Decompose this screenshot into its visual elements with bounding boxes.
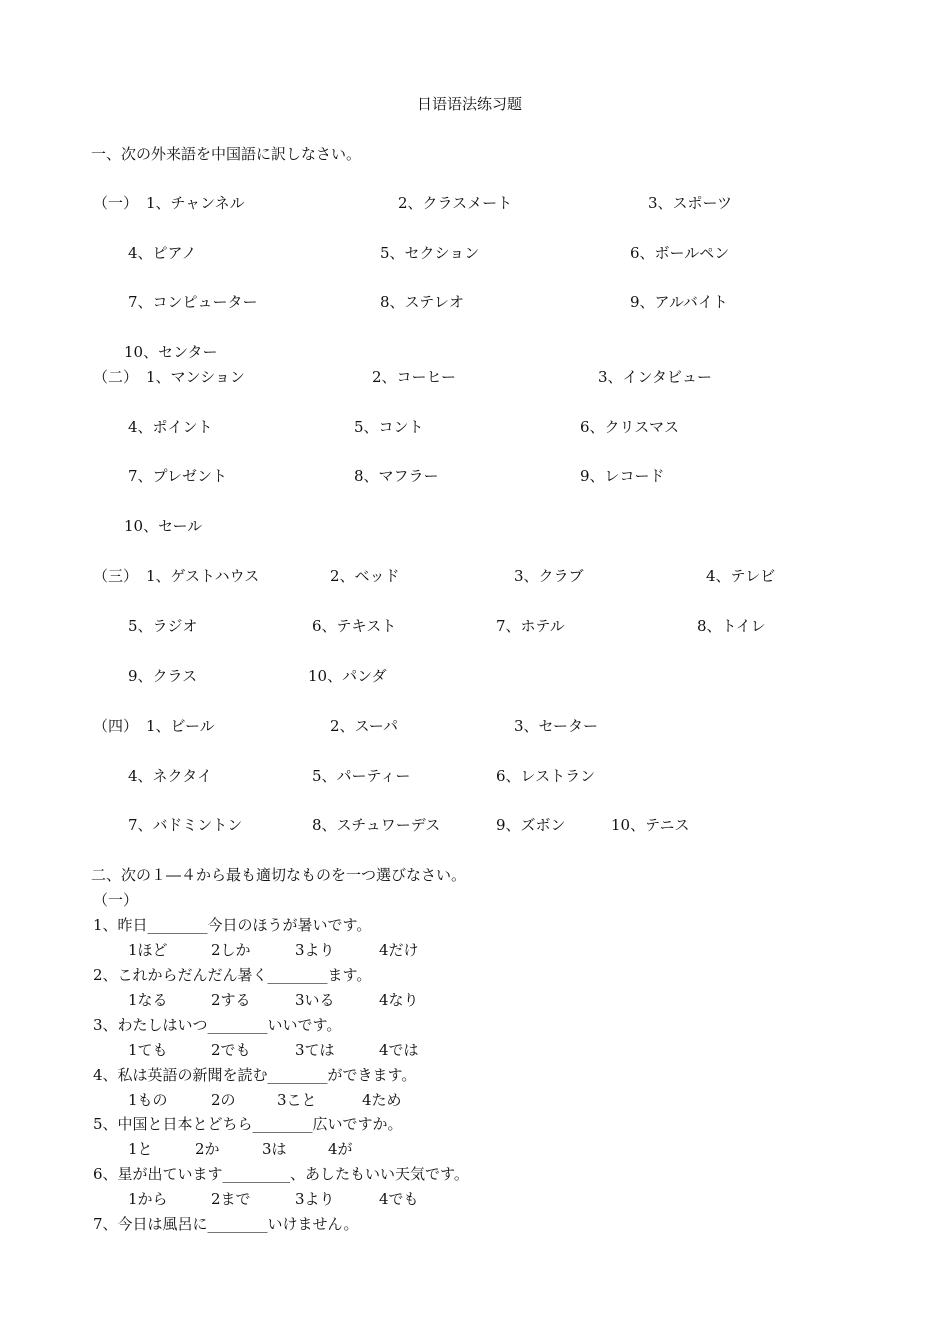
vocab-item: 8、ステレオ — [380, 293, 464, 311]
answer-option: 3は — [262, 1140, 287, 1158]
answer-option: 1から — [128, 1190, 168, 1208]
vocab-item: 1、マンション — [146, 368, 245, 386]
vocab-item: 8、マフラー — [354, 467, 439, 485]
answer-option: 1なる — [128, 991, 168, 1009]
answer-option: 3ては — [295, 1041, 335, 1059]
answer-option: 1ても — [128, 1041, 168, 1059]
answer-option: 2の — [211, 1091, 236, 1109]
answer-option: 3より — [295, 941, 335, 959]
vocab-item: 6、レストラン — [496, 767, 596, 785]
answer-option: 1ほど — [128, 941, 168, 959]
question-text: 7、今日は風呂に________いけません。 — [93, 1215, 359, 1233]
answer-option: 2しか — [211, 941, 251, 959]
vocab-item: 10、パンダ — [308, 667, 387, 685]
vocab-item: 2、ベッド — [330, 567, 400, 585]
answer-option: 3いる — [295, 991, 335, 1009]
part2-heading: 二、次の１―４から最も適切なものを一つ選びなさい。 — [91, 866, 467, 884]
vocab-item: 9、アルバイト — [630, 293, 728, 311]
answer-option: 4でも — [379, 1190, 419, 1208]
page-title: 日语语法练习题 — [417, 95, 523, 113]
answer-option: 4なり — [379, 991, 419, 1009]
vocab-item: 7、ホテル — [496, 617, 565, 635]
vocab-item: 9、ズボン — [496, 816, 566, 834]
vocab-item: 5、ラジオ — [128, 617, 198, 635]
vocab-item: 4、ピアノ — [128, 244, 197, 262]
group-label: （二） — [93, 368, 139, 386]
question-text: 5、中国と日本とどちら________広いですか。 — [93, 1115, 403, 1133]
vocab-item: 6、ボールペン — [630, 244, 730, 262]
answer-option: 2でも — [211, 1041, 251, 1059]
answer-option: 3こと — [277, 1091, 317, 1109]
vocab-item: 8、スチュワーデス — [312, 816, 441, 834]
vocab-item: 1、ゲストハウス — [146, 567, 260, 585]
vocab-item: 1、チャンネル — [146, 194, 245, 212]
vocab-item: 6、クリスマス — [580, 418, 679, 436]
vocab-item: 8、トイレ — [697, 617, 766, 635]
vocab-item: 9、クラス — [128, 667, 198, 685]
question-text: 6、星が出ています_________、あしたもいい天気です。 — [93, 1165, 469, 1183]
answer-option: 3より — [295, 1190, 335, 1208]
vocab-item: 10、センター — [124, 343, 218, 361]
vocab-item: 5、パーティー — [312, 767, 411, 785]
vocab-item: 7、コンピューター — [128, 293, 258, 311]
group-label: （一） — [93, 194, 139, 212]
answer-option: 2まで — [211, 1190, 251, 1208]
answer-option: 2か — [195, 1140, 220, 1158]
vocab-item: 2、クラスメート — [398, 194, 513, 212]
vocab-item: 7、プレゼント — [128, 467, 227, 485]
vocab-item: 5、セクション — [380, 244, 480, 262]
answer-option: 4ため — [362, 1091, 402, 1109]
vocab-item: 10、テニス — [611, 816, 690, 834]
answer-option: 1と — [128, 1140, 153, 1158]
vocab-item: 3、セーター — [514, 717, 598, 735]
vocab-item: 6、テキスト — [312, 617, 397, 635]
answer-option: 4では — [379, 1041, 419, 1059]
vocab-item: 1、ビール — [146, 717, 215, 735]
vocab-item: 3、スポーツ — [648, 194, 732, 212]
vocab-item: 9、レコード — [580, 467, 665, 485]
vocab-item: 3、クラブ — [514, 567, 584, 585]
question-text: 2、これからだんだん暑く________ます。 — [93, 966, 372, 984]
vocab-item: 5、コント — [354, 418, 424, 436]
vocab-item: 4、ポイント — [128, 418, 213, 436]
part1-heading: 一、次の外来語を中国語に訳しなさい。 — [91, 145, 362, 163]
vocab-item: 2、スーパ — [330, 717, 399, 735]
group-label: （三） — [93, 567, 139, 585]
vocab-item: 2、コーヒー — [372, 368, 456, 386]
answer-option: 1もの — [128, 1091, 168, 1109]
vocab-item: 4、ネクタイ — [128, 767, 212, 785]
vocab-item: 3、インタビュー — [598, 368, 712, 386]
group-label: （四） — [93, 717, 139, 735]
answer-option: 4だけ — [379, 941, 419, 959]
answer-option: 2する — [211, 991, 251, 1009]
question-text: 3、わたしはいつ________いいです。 — [93, 1016, 342, 1034]
question-text: 4、私は英語の新聞を読む________ができます。 — [93, 1066, 417, 1084]
vocab-item: 7、バドミントン — [128, 816, 243, 834]
vocab-item: 4、テレビ — [706, 567, 776, 585]
vocab-item: 10、セール — [124, 517, 203, 535]
question-text: 1、昨日________今日のほうが暑いです。 — [93, 916, 372, 934]
group-label: （一） — [93, 891, 139, 909]
answer-option: 4が — [328, 1140, 353, 1158]
